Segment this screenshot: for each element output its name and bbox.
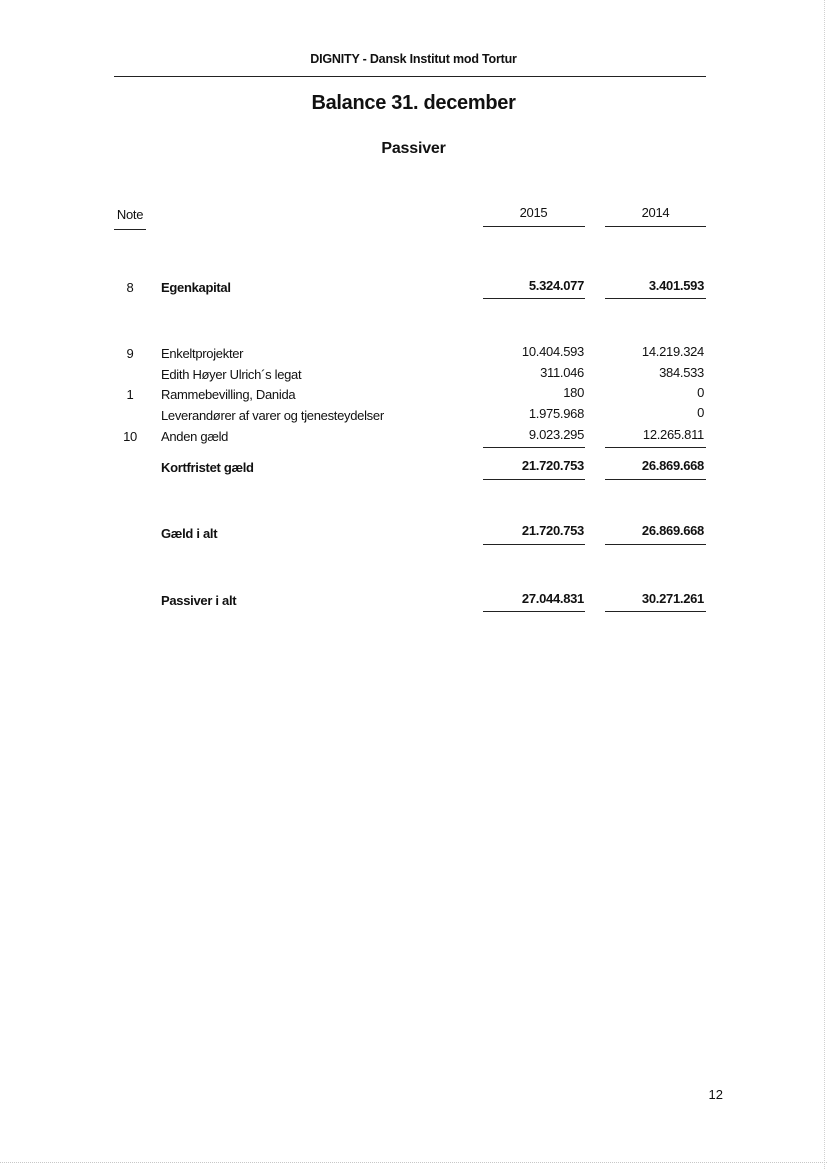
short-term-debt-2014-value: 26.869.668 — [641, 458, 704, 473]
item-note: 1 — [126, 387, 134, 402]
page-edge-bottom — [0, 1162, 827, 1163]
total-liabilities-2015-rule — [483, 611, 585, 612]
item-label: Edith Høyer Ulrich´s legat — [161, 367, 302, 382]
short-term-debt-2015-value: 21.720.753 — [521, 458, 584, 473]
item-2015-value: 1.975.968 — [528, 406, 584, 421]
short-term-debt-2015-rule — [483, 479, 585, 480]
equity-2015-rule — [483, 298, 585, 299]
short-term-debt-2014-rule — [605, 479, 706, 480]
year-2014-header: 2014 — [641, 205, 670, 220]
section-title: Passiver — [381, 140, 446, 157]
page-title: Balance 31. december — [311, 92, 516, 114]
item-note: 9 — [126, 346, 134, 361]
note-column-header: Note — [116, 207, 144, 222]
items-2014-subtotal-rule — [605, 447, 706, 448]
item-2015-value: 10.404.593 — [521, 344, 584, 359]
total-debt-2015-value: 21.720.753 — [521, 523, 584, 538]
item-2014-value: 0 — [697, 385, 704, 400]
equity-label: Egenkapital — [161, 280, 231, 295]
header-rule — [114, 76, 706, 77]
equity-2014-value: 3.401.593 — [648, 278, 704, 293]
organization-header: DIGNITY - Dansk Institut mod Tortur — [310, 52, 517, 66]
total-liabilities-2014-value: 30.271.261 — [641, 591, 704, 606]
item-label: Enkeltprojekter — [161, 346, 244, 361]
item-2015-value: 311.046 — [540, 365, 584, 380]
item-2014-value: 12.265.811 — [642, 427, 704, 442]
item-2014-value: 0 — [697, 405, 704, 420]
short-term-debt-label: Kortfristet gæld — [161, 460, 254, 475]
item-2014-value: 384.533 — [659, 365, 704, 380]
total-debt-label: Gæld i alt — [161, 526, 218, 541]
year-2015-header-rule — [483, 226, 585, 227]
total-debt-2015-rule — [483, 544, 585, 545]
items-2015-subtotal-rule — [483, 447, 585, 448]
item-label: Anden gæld — [161, 429, 229, 444]
year-2014-header-rule — [605, 226, 706, 227]
total-debt-2014-value: 26.869.668 — [641, 523, 704, 538]
total-liabilities-label: Passiver i alt — [161, 593, 237, 608]
equity-note: 8 — [126, 280, 134, 295]
equity-2015-value: 5.324.077 — [528, 278, 584, 293]
item-note: 10 — [123, 429, 137, 444]
page-number: 12 — [708, 1087, 723, 1102]
equity-2014-rule — [605, 298, 706, 299]
year-2015-header: 2015 — [519, 205, 548, 220]
item-2015-value: 180 — [563, 385, 584, 400]
item-2015-value: 9.023.295 — [528, 427, 584, 442]
total-debt-2014-rule — [605, 544, 706, 545]
item-label: Leverandører af varer og tjenesteydelser — [161, 408, 384, 423]
total-liabilities-2014-rule — [605, 611, 706, 612]
total-liabilities-2015-value: 27.044.831 — [521, 591, 584, 606]
item-2014-value: 14.219.324 — [641, 344, 704, 359]
item-label: Rammebevilling, Danida — [161, 387, 296, 402]
note-header-rule — [114, 229, 146, 230]
page-edge-right — [824, 0, 825, 1169]
